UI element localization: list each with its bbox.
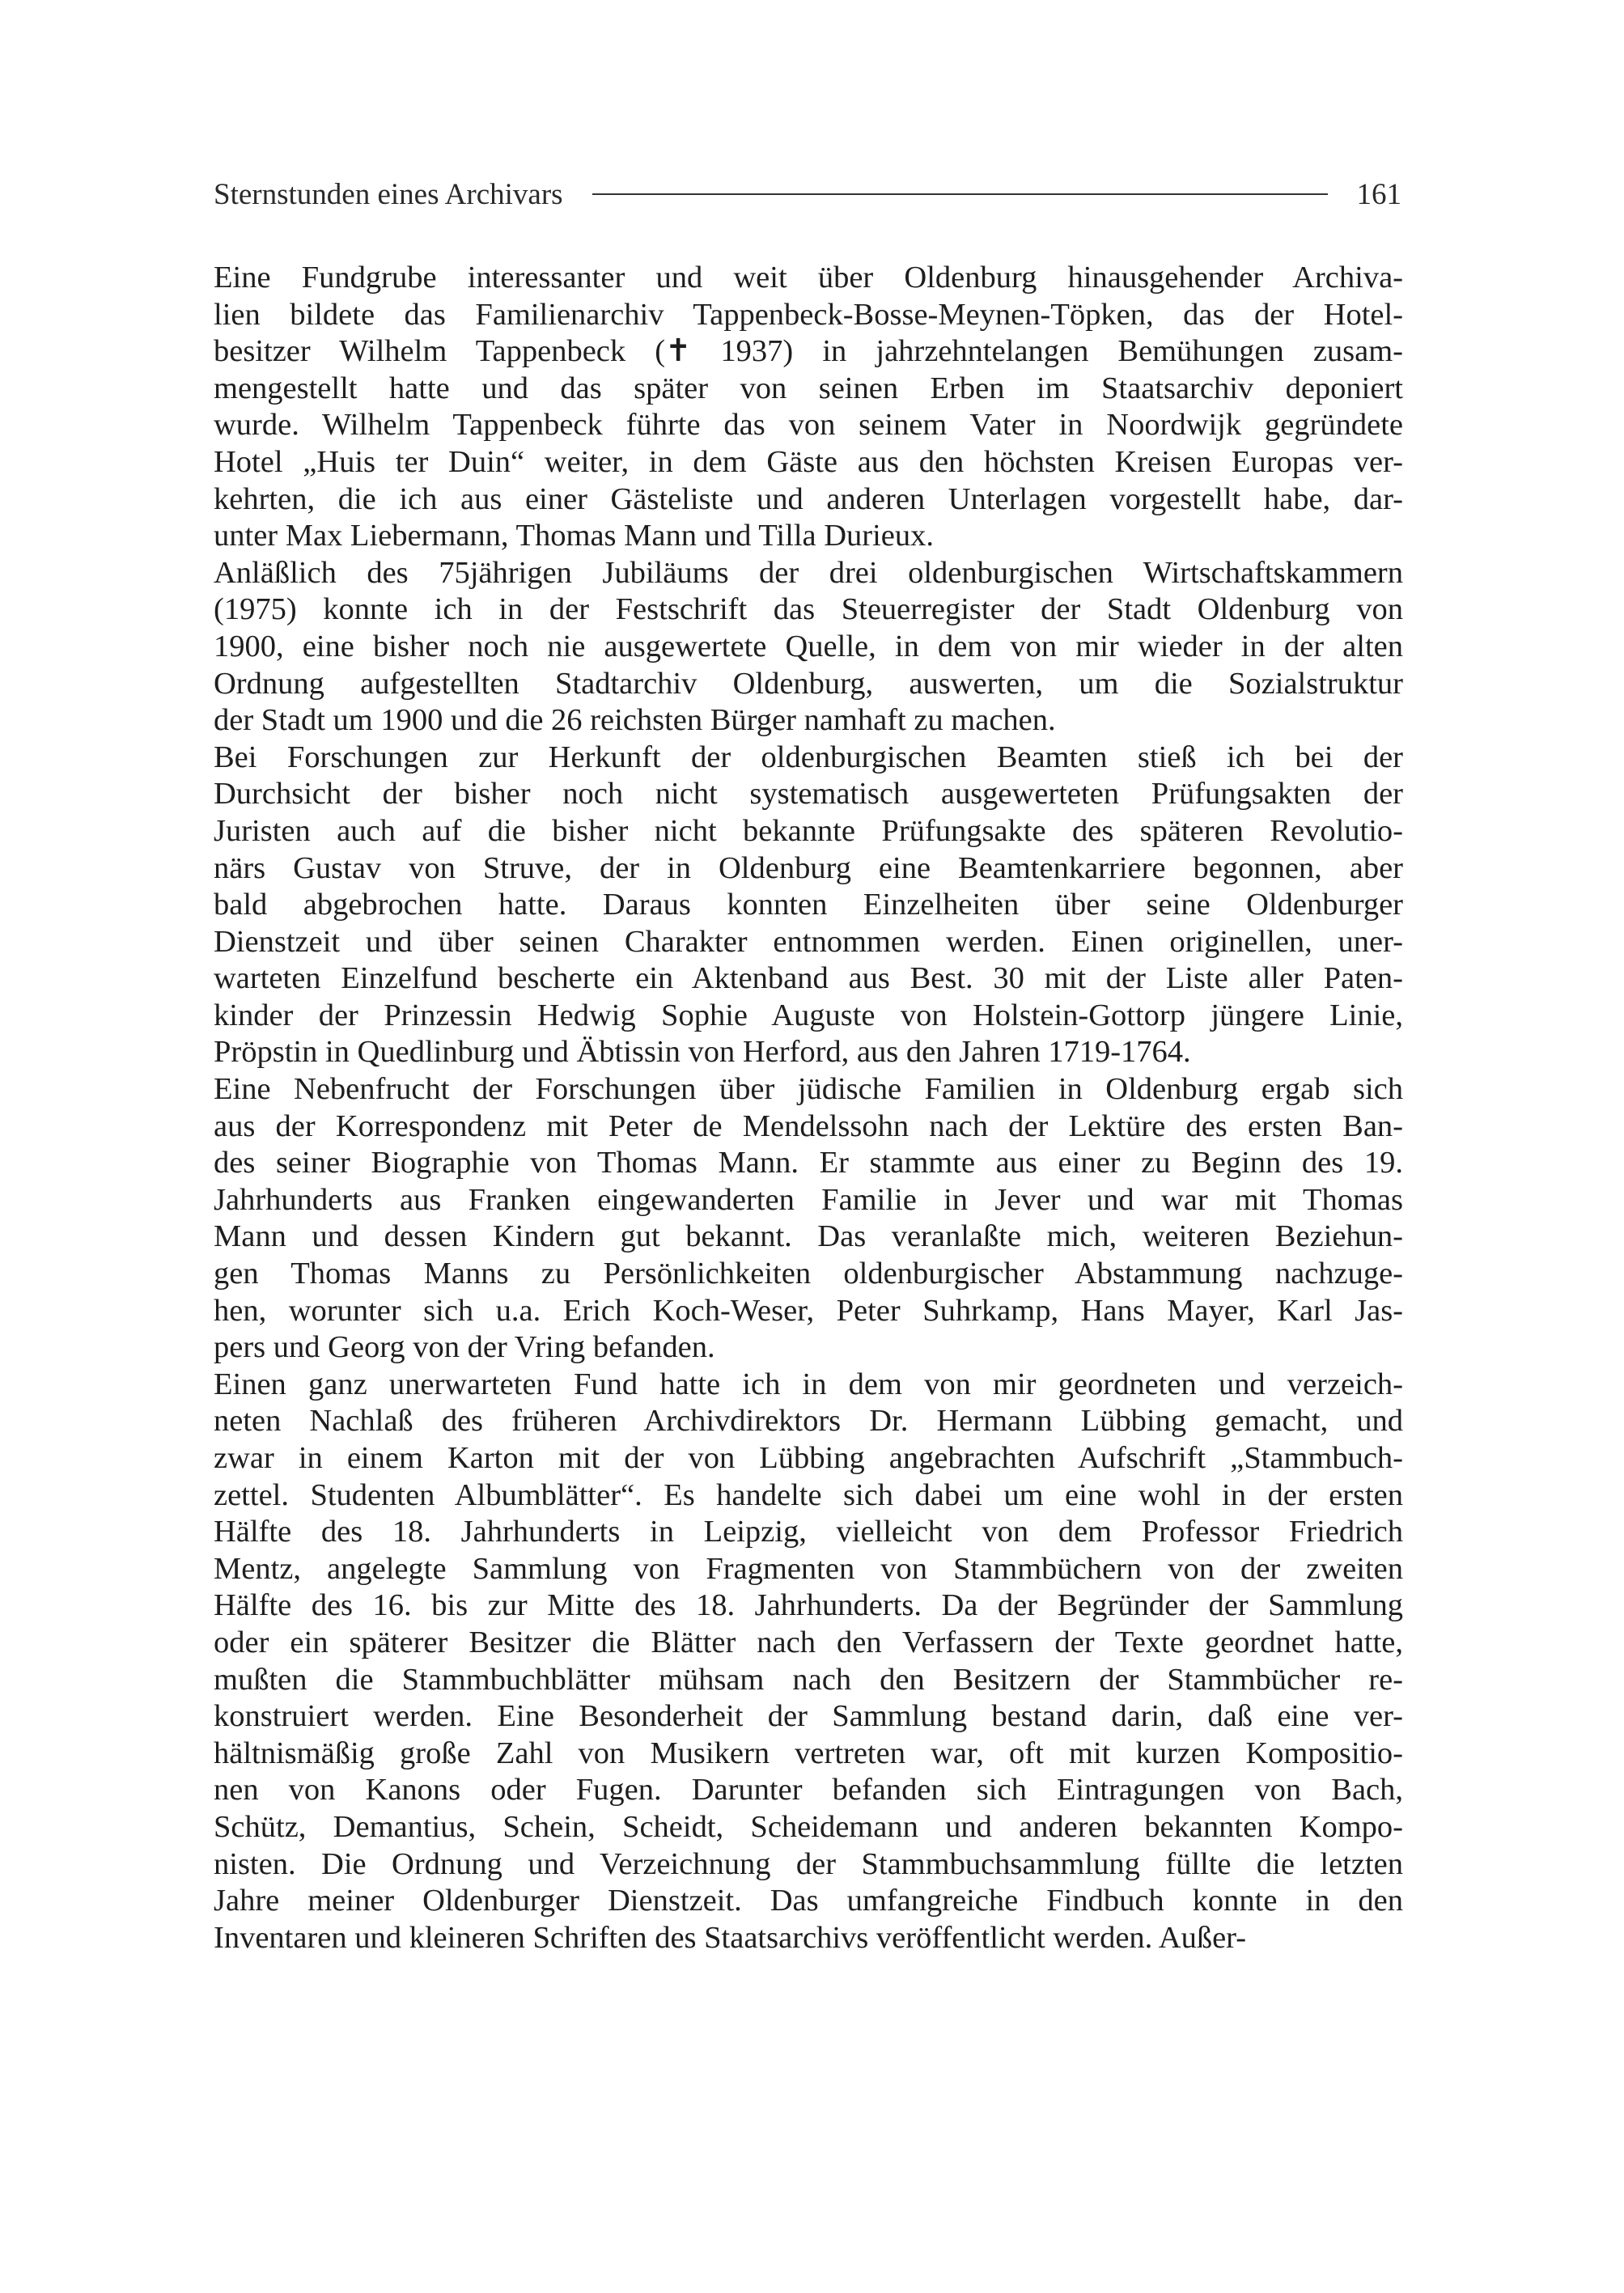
text-line: nisten. Die Ordnung und Verzeichnung der Stammbuchsammlung füllte die letzten xyxy=(214,1846,1403,1881)
text-line: nen von Kanons oder Fugen. Darunter befanden sich Eintragungen von Bach, xyxy=(214,1773,1403,1808)
body-text xyxy=(214,260,1403,1956)
text-line: zettel. Studenten Albumblätter“. Es handelte sich dabei um eine wohl in der ersten xyxy=(214,1477,1403,1512)
text-line: mußten die Stammbuchblätter mühsam nach den Besitzern der Stammbücher re- xyxy=(214,1662,1403,1697)
text-line: Eine Fundgrube interessanter und weit über Oldenburg hinausgehender Archiva- xyxy=(214,261,1403,295)
paragraph xyxy=(214,260,1403,555)
text-line: oder ein späterer Besitzer die Blätter nach den Verfassern der Texte geordnet hatte, xyxy=(214,1625,1403,1659)
text-line: Hotel „Huis ter Duin“ weiter, in dem Gäste aus den höchsten Kreisen Europas ver- xyxy=(214,444,1403,479)
text-line: aus der Korrespondenz mit Peter de Mendelssohn nach der Lektüre des ersten Ban- xyxy=(214,1108,1403,1143)
text-line: (1975) konnte ich in der Festschrift das Steuerregister der Stadt Oldenburg von xyxy=(214,592,1403,627)
text-line: Inventaren und kleineren Schriften des Staatsarchivs veröffentlicht werden. Außer- xyxy=(214,1920,1247,1955)
text-line: närs Gustav von Struve, der in Oldenburg eine Beamtenkarriere begonnen, aber xyxy=(214,850,1403,885)
paragraph xyxy=(214,555,1403,740)
running-head xyxy=(214,173,1401,215)
text-line: 1900, eine bisher noch nie ausgewertete Quelle, in dem von mir wieder in der alten xyxy=(214,629,1403,663)
text-line: hältnismäßig große Zahl von Musikern vertreten war, oft mit kurzen Kompositio- xyxy=(214,1736,1403,1770)
text-line: Eine Nebenfrucht der Forschungen über jüdische Familien in Oldenburg ergab sich xyxy=(214,1072,1403,1107)
text-line: kinder der Prinzessin Hedwig Sophie Auguste von Holstein-Gottorp jüngere Linie, xyxy=(214,998,1403,1032)
text-line: Durchsicht der bisher noch nicht systematisch ausgewerteten Prüfungsakten der xyxy=(214,777,1403,812)
text-line: wurde. Wilhelm Tappenbeck führte das von seinem Vater in Noordwijk gegründete xyxy=(214,408,1403,443)
text-line: unter Max Liebermann, Thomas Mann und Tilla Durieux. xyxy=(214,519,935,553)
text-line: besitzer Wilhelm Tappenbeck (✝ 1937) in jahrzehntelangen Bemühungen zusam- xyxy=(214,334,1403,369)
text-line: bald abgebrochen hatte. Daraus konnten Einzelheiten über seine Oldenburger xyxy=(214,888,1403,922)
paragraph xyxy=(214,740,1403,1071)
text-line: Pröpstin in Quedlinburg und Äbtissin von Herford, aus den Jahren 1719-1764. xyxy=(214,1035,1191,1070)
header-rule xyxy=(592,193,1328,195)
paragraph xyxy=(214,1367,1403,1957)
text-line: konstruiert werden. Eine Besonderheit der Sammlung bestand darin, daß eine ver- xyxy=(214,1699,1403,1734)
text-line: Dienstzeit und über seinen Charakter entnommen werden. Einen originellen, uner- xyxy=(214,924,1403,959)
text-line: Bei Forschungen zur Herkunft der oldenburgischen Beamten stieß ich bei der xyxy=(214,740,1403,774)
text-line: Ordnung aufgestellten Stadtarchiv Oldenburg, auswerten, um die Sozialstruktur xyxy=(214,666,1403,701)
text-line: Mentz, angelegte Sammlung von Fragmenten von Stammbüchern von der zweiten xyxy=(214,1551,1403,1586)
text-line: kehrten, die ich aus einer Gästeliste und anderen Unterlagen vorgestellt habe, dar- xyxy=(214,481,1403,516)
text-line: lien bildete das Familienarchiv Tappenbeck-Bosse-Meynen-Töpken, das der Hotel- xyxy=(214,297,1403,332)
text-line: Jahre meiner Oldenburger Dienstzeit. Das umfangreiche Findbuch konnte in den xyxy=(214,1884,1403,1918)
text-line: Jahrhunderts aus Franken eingewanderten Familie in Jever und war mit Thomas xyxy=(214,1182,1403,1217)
text-line: Mann und dessen Kindern gut bekannt. Das veranlaßte mich, weiteren Beziehun- xyxy=(214,1219,1403,1254)
running-title: Sternstunden eines Archivars xyxy=(214,177,563,211)
text-line: Schütz, Demantius, Schein, Scheidt, Scheidemann und anderen bekannten Kompo- xyxy=(214,1809,1403,1844)
text-line: Einen ganz unerwarteten Fund hatte ich in dem von mir geordneten und verzeich- xyxy=(214,1367,1403,1401)
text-line: zwar in einem Karton mit der von Lübbing angebrachten Aufschrift „Stammbuch- xyxy=(214,1441,1403,1475)
text-line: Anläßlich des 75jährigen Jubiläums der drei oldenburgischen Wirtschaftskammern xyxy=(214,555,1403,590)
text-line: mengestellt hatte und das später von seinen Erben im Staatsarchiv deponiert xyxy=(214,371,1403,405)
text-line: Hälfte des 16. bis zur Mitte des 18. Jahrhunderts. Da der Begründer der Sammlung xyxy=(214,1588,1403,1623)
paragraph xyxy=(214,1071,1403,1367)
text-line: pers und Georg von der Vring befanden. xyxy=(214,1330,715,1365)
page-number: 161 xyxy=(1356,177,1401,211)
text-line: der Stadt um 1900 und die 26 reichsten Bürger namhaft zu machen. xyxy=(214,703,1056,738)
text-line: gen Thomas Manns zu Persönlichkeiten oldenburgischer Abstammung nachzuge- xyxy=(214,1257,1403,1291)
text-line: Juristen auch auf die bisher nicht bekannte Prüfungsakte des späteren Revolutio- xyxy=(214,813,1403,848)
text-line: des seiner Biographie von Thomas Mann. Er stammte aus einer zu Beginn des 19. xyxy=(214,1146,1403,1180)
text-line: hen, worunter sich u.a. Erich Koch-Weser, Peter Suhrkamp, Hans Mayer, Karl Jas- xyxy=(214,1293,1403,1328)
text-line: neten Nachlaß des früheren Archivdirektors Dr. Hermann Lübbing gemacht, und xyxy=(214,1404,1403,1439)
text-line: warteten Einzelfund bescherte ein Aktenband aus Best. 30 mit der Liste aller Paten- xyxy=(214,961,1403,996)
text-line: Hälfte des 18. Jahrhunderts in Leipzig, vielleicht von dem Professor Friedrich xyxy=(214,1515,1403,1549)
